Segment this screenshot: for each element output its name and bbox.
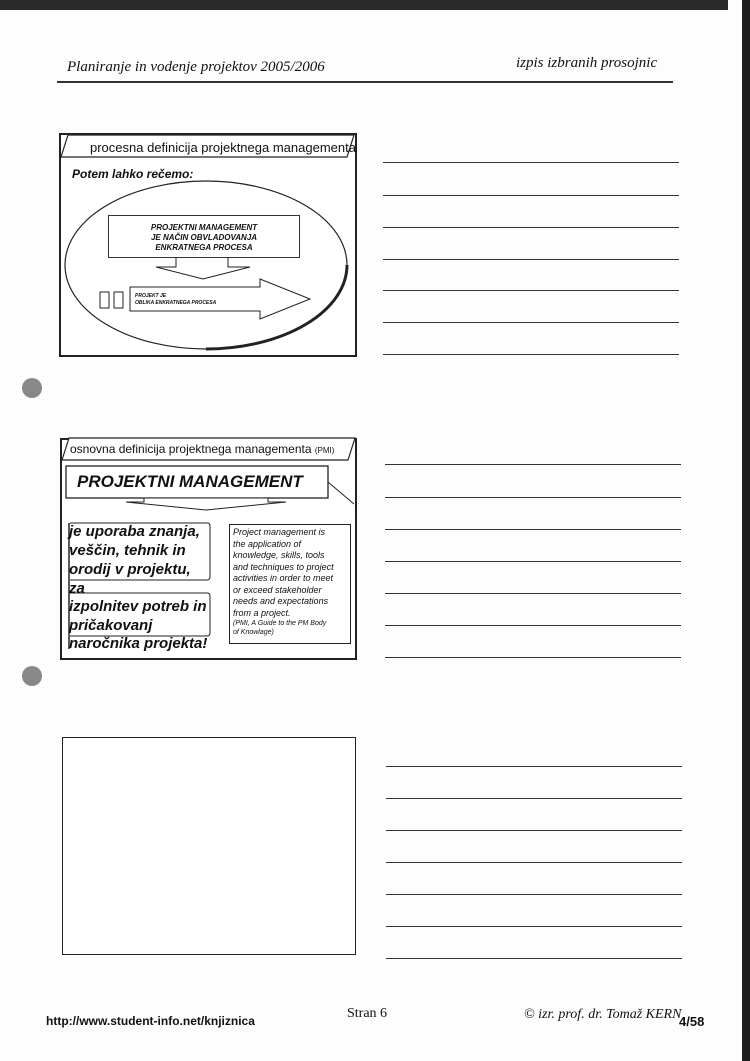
slide2-slovene-definition — [67, 521, 210, 651]
note-line — [386, 798, 682, 799]
slide2-title-suffix: (PMI) — [314, 446, 335, 455]
header-printout-label: izpis izbranih prosojnic — [516, 55, 658, 71]
slide2-english-definition — [229, 524, 351, 644]
slide2-slovene-line1: je uporaba znanja, — [69, 523, 200, 540]
note-line — [383, 195, 679, 196]
slide1-title: procesna definicija projektnega managementa — [90, 140, 356, 155]
note-line — [386, 862, 682, 863]
slide2-english-line3: knowledge, skills, tools — [233, 550, 325, 560]
footer-page-counter: 4/58 — [679, 1014, 705, 1029]
slide2-title-text: osnovna definicija projektnega managementa — [70, 442, 312, 456]
footer-url: http://www.student-info.net/knjiznica — [46, 1014, 255, 1028]
note-line — [383, 354, 679, 355]
slide2-title — [70, 442, 334, 456]
punch-hole-top — [22, 378, 42, 398]
note-line — [383, 290, 679, 291]
slide2-slovene-line6: pričakovanj — [69, 617, 153, 634]
slide2-english-source1: (PMI, A Guide to the PM Body — [233, 620, 327, 627]
slide1-box-line2: JE NAČIN OBVLADOVANJA — [150, 233, 258, 242]
slide2-slovene-line5: izpolnitev potreb in — [69, 598, 207, 615]
slide1-arrow-text-line1: PROJEKT JE — [135, 293, 167, 299]
punch-hole-bottom — [22, 666, 42, 686]
note-line — [385, 497, 681, 498]
note-line — [385, 464, 681, 465]
note-line — [385, 529, 681, 530]
slide1-diagram — [60, 175, 352, 352]
note-line — [386, 926, 682, 927]
slide2-slovene-line7: naročnika projekta! — [69, 635, 208, 652]
note-line — [386, 894, 682, 895]
note-line — [383, 227, 679, 228]
slide2-english-line7: needs and expectations — [233, 596, 329, 606]
note-line — [385, 593, 681, 594]
scan-right-edge — [742, 0, 750, 1061]
slide2-english-line1: Project management is — [233, 527, 326, 537]
slide2-english-line6: or exceed stakeholder — [233, 584, 322, 595]
slide2-slovene-line2: veščin, tehnik in — [69, 542, 186, 559]
note-line — [386, 958, 682, 959]
note-line — [383, 259, 679, 260]
slide2-english-line5: activities in order to meet — [233, 573, 334, 583]
note-line — [383, 162, 679, 163]
note-line — [383, 322, 679, 323]
slide1-box-line1: PROJEKTNI MANAGEMENT — [150, 223, 258, 232]
slide2-english-line4: and techniques to project — [233, 561, 334, 572]
note-line — [386, 830, 682, 831]
note-line — [385, 625, 681, 626]
slide2-english-line2: the application of — [233, 538, 302, 549]
slide1-arrow-text-line2: OBLIKA ENKRATNEGA PROCESA — [135, 300, 217, 306]
note-line — [385, 657, 681, 658]
footer-page-number: Stran 6 — [347, 1006, 388, 1021]
slide1-subtitle: Potem lahko rečemo: — [72, 167, 194, 181]
note-line — [385, 561, 681, 562]
slide2-slovene-line4: za — [69, 580, 85, 597]
slide2-english-source2: of Knowlage) — [233, 629, 274, 636]
slide2-heading: PROJEKTNI MANAGEMENT — [77, 472, 303, 491]
note-line — [386, 766, 682, 767]
slide1-box-line3: ENKRATNEGA PROCESA — [155, 243, 253, 252]
slide2-english-line8: from a project. — [233, 607, 291, 618]
slide2-slovene-line3: orodij v projektu, — [69, 561, 191, 578]
footer-author: © izr. prof. dr. Tomaž KERN — [524, 1007, 682, 1022]
slide1-pm-box — [108, 215, 300, 258]
header-rule — [57, 81, 673, 83]
slide-empty — [62, 737, 356, 955]
scan-top-edge — [0, 0, 728, 10]
header-course-title: Planiranje in vodenje projektov 2005/2006 — [67, 59, 325, 75]
